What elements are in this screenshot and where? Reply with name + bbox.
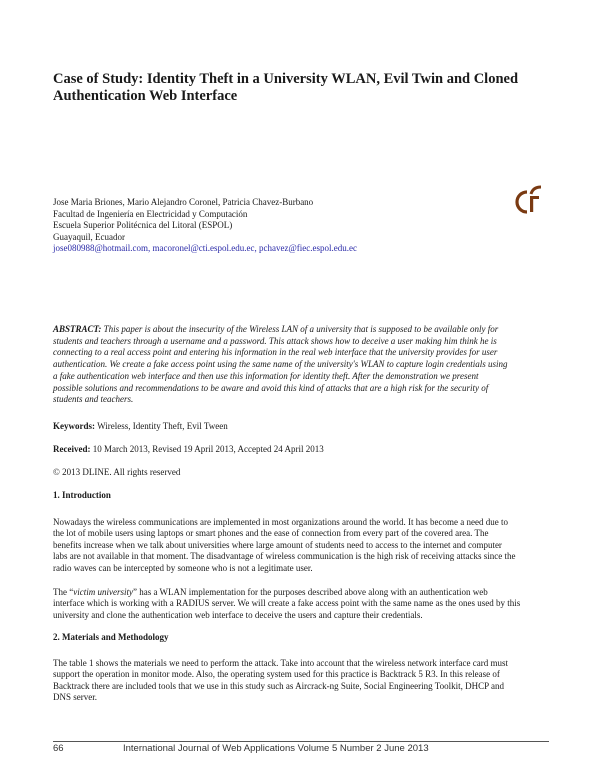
abstract-label: ABSTRACT: [53,324,102,334]
paragraph [53,517,549,574]
abstract-line: students and teachers through a username and a password. This attack shows how to deceive a user making him think he is [53,335,497,346]
text-run: The “ [53,587,74,597]
paragraph [53,587,549,621]
text-line: labs are not available in that moment. The disadvantage of wireless communication is the high risk of receiving attacks since the [53,551,516,562]
abstract-line: connecting to a real access point and entering his information in the real web interface that the university provides for user [53,347,498,358]
footer-divider [53,741,549,742]
cf-logo-icon [511,184,545,216]
text-line: Backtrack there are included tools that we use in this study such as Aircrack-ng Suite, Social Engineering Toolkit, DHCP and [53,680,505,691]
abstract [53,324,549,406]
author-emails[interactable]: jose080988@hotmail.com, macoronel@cti.espol.edu.ec, pchavez@fiec.espol.edu.ec [53,243,358,254]
text-line: The table 1 shows the materials we need to perform the attack. Take into account that the wireless network interface card must [53,658,509,668]
text-line: university and clone the authentication web interface to deceive the users and capture their credentials. [53,609,423,620]
text-line: benefits increase when we talk about universities where large amount of students need to access to the internet and computer [53,539,502,550]
text-line: the lot of mobile users using laptops or smart phones and the ease of connection from every part of the covered area. The [53,528,489,539]
journal-info: International Journal of Web Applications Volume 5 Number 2 June 2013 [123,743,429,754]
text-line: support the operation in monitor mode. Also, the operating system used for this practice is Backtrack 5 R3. In this release of [53,669,500,680]
received-dates [53,444,324,454]
text-line: radio waves can be intercepted by someone who is not a legitimate user. [53,562,313,573]
abstract-line: possible solutions and recommendations to be aware and avoid this kind of attacks that are a high risk for the security of [53,382,489,393]
keywords-text: Wireless, Identity Theft, Evil Tween [95,421,228,431]
title-line: Case of Study: Identity Theft in a University WLAN, Evil Twin and Cloned [53,71,519,87]
author-names: Jose Maria Briones, Mario Alejandro Coronel, Patricia Chavez-Burbano [53,197,314,207]
paper-title [53,71,533,105]
abstract-line: a fake authentication web interface and then use this information for identity theft. After the demonstration we present [53,370,479,381]
text-run-italic: victim university [73,587,133,597]
keywords [53,421,228,431]
page-number: 66 [53,743,64,754]
section-heading: 2. Materials and Methodology [53,632,169,642]
paragraph [53,658,549,704]
page-footer [53,743,429,754]
affiliation: Escuela Superior Politécnica del Litoral (ESPOL) [53,220,233,231]
keywords-label: Keywords: [53,421,95,431]
section-heading: 1. Introduction [53,490,111,500]
copyright: © 2013 DLINE. All rights reserved [53,467,181,477]
location: Guayaquil, Ecuador [53,231,125,242]
abstract-line: students and teachers. [53,394,134,405]
affiliation: Facultad de Ingeniería en Electricidad y Computación [53,208,248,219]
received-label: Received: [53,444,91,454]
text-line: Nowadays the wireless communications are implemented in most organizations around the world. It has become a need due to [53,517,508,527]
abstract-line: This paper is about the insecurity of the Wireless LAN of a university that is supposed to be available only for [101,324,499,334]
text-run: ” has a WLAN implementation for the purposes described above along with an authentication web [132,587,488,597]
abstract-line: authentication. We create a fake access point using the same name of the university's WLAN to capture login credentials using [53,359,508,370]
text-line: DNS server. [53,692,97,703]
received-text: 10 March 2013, Revised 19 April 2013, Accepted 24 April 2013 [90,444,324,454]
author-block [53,197,357,255]
title-line: Authentication Web Interface [53,88,238,104]
text-line: interface which is working with a RADIUS server. We will create a fake access point with the same name as the ones used by this [53,598,521,609]
